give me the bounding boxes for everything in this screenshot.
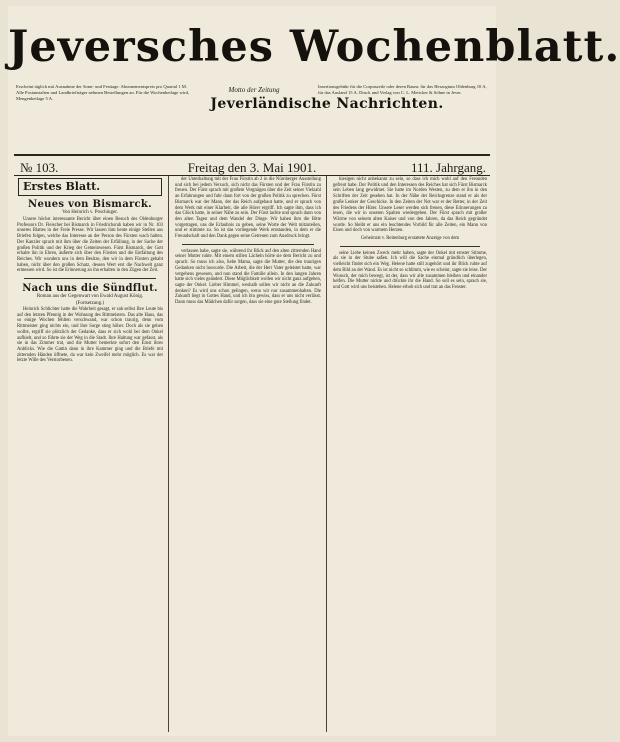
divider <box>340 246 480 247</box>
article-byline: Von Heinrich v. Poschinger. <box>62 210 118 215</box>
issue-date: Freitag den 3. Mai 1901. <box>187 160 317 175</box>
divider <box>24 278 156 279</box>
masthead-motto: Motto der Zeitung <box>228 86 280 94</box>
article-body: Unsere höchst interessante Bericht über einen Besuch des Oldenburger Professors Dr. Fleischer bei Bismarck in Friedrichsruh haben wir in Nr. 103 unseres Blattes in der Freie Presse. Wir lassen ihm heute einige Stellen aus Briefen folgen, welche das Interesse an der Person des Fürsten wach halten. Der Kanzler sprach mit ihm über die Zeiten der Erfüllung, in der Sache der großen Politik und der Krieg der Gemeinwesen. Fürst Bismarck, der Gott erhalte ihn in Ehren, äußerte sich über den Fürsten und die Entfaltung des Reiches. Wir wundern uns in dem Besitze, den wir in dem Fürsten gehabt haben, nicht über den großen Schatz, dessen Wert erst die Nachwelt ganz ermessen wird. So ist die Erinnerung an ihn erhalten in den Zügen der Zeit. <box>17 217 163 274</box>
column-1 <box>14 176 166 732</box>
newspaper-page <box>8 6 620 736</box>
column-divider <box>326 176 327 732</box>
article-body: Heinrich Schlichter hatte die Wahrheit gesagt, er sah selbst Ihre Leute bis auf den letzten Pfennig in der Wohnung des Rittmeisters. Das alte Haus, das so einige Wochen fehlten verschwand, war schon traurig, denn vom Rittmeister ging nichts ein, und ihre Sorge stieg höher. Doch als sie gehen wollte, ergriff sie plötzlich der Gedanke, dass er sich wohl bei dem Onkel aufhielt, und so führte sie der Weg in die Stadt. Ihre Haltung war gefasst, als sie in das Zimmer trat, und die Mutter bemerkte sofort den Ernst ihres Anblicks. Wie die Gattin dann in ihre Kammer ging und die Briefe mit zitternden Händen öffnete, da war kein Zweifel mehr möglich. Es war der letzte Wille des Verstorbenen. <box>17 307 163 364</box>
divider <box>182 244 314 245</box>
article-body: hiesigen nicht unbekannt zu sein, so dass ich mich wohl auf den Freunden gefreut habe. Der Politik und den Interessen des Reiches hat sich Fürst Bismarck sein Leben lang gewidmet. Sie hatte im Norden Westen, zu dem er ihn in den Schriften der Zeit gesehen hat. In der Nähe der Reichsgrenze stand er als der große Lenker der Geschicke. In den Zeiten der Not war er der Retter, in der Zeit des Friedens der Hüter. Unsere Leser werden sich freuen, diese Erinnerungen zu lesen, die wir in unseren Spalten wiedergeben. Der Fürst sprach mit großer Wärme von seinem alten Kaiser und von den Jahren, da das Reich gegründet wurde. So bleibt er uns ein leuchtendes Vorbild für alle Zeiten, ein Mann von Eisen und doch von warmem Herzen. <box>333 177 487 234</box>
issue-year: 111. Jahrgang. <box>411 160 486 175</box>
continuation-note: (Fortsetzung.) <box>75 301 105 307</box>
column-3 <box>330 176 490 732</box>
top-rule <box>14 154 490 156</box>
column-divider <box>168 176 169 732</box>
article-byline: Roman aus der Gegenwart von Ewald August König. <box>36 294 144 300</box>
masthead-subtitle: Jeverländische Nachrichten. <box>210 96 444 112</box>
masthead-left-info: Erscheint täglich mit Ausnahme der Sonn- und Festtage. Abonnementspreis pro Quartal 1 M. Alle Postanstalten und Landbriefträger nehmen Bestellungen an. Für die Wochenbeilage wird, Mengenbeilage 5 A. <box>16 84 190 102</box>
article-body: seine Liebe keinen Zweck mehr haben, sagte der Onkel mit ernster Stimme, als sie in der Stube saßen. Ich will die Sache einmal gründlich überlegen, vielleicht findet sich ein Weg. Helene hatte still zugehört und ihr Blick ruhte auf dem Bild an der Wand. Es ist nicht so schlimm, wie es scheint, sagte sie leise. Der Wunsch, der mich bewegt, ist der, dass wir alle zusammen bleiben und einander helfen. Die Mutter nickte und drückte ihr die Hand. So soll es sein, sprach sie, und Gott wird uns beistehen. Helene erhob sich und trat an das Fenster. <box>333 250 487 290</box>
masthead-title: Jeversches Wochenblatt. <box>8 22 620 72</box>
article-title-bismarck: Neues von Bismarck. <box>28 199 152 210</box>
article-title-novel: Nach uns die Sündflut. <box>22 283 158 295</box>
article-body: der Unterhaltung mit der Frau Fürstin ab 2 in die Nürnberger Ausstellung und sich bei jedem Versuch, sich nicht das Fürsten und der Frau Fürstin zu freuen. Der Fürst sprach mit großem Vergnügen über die Zeit seiner Vielzahl an Erfahrungen und fuhr dann fort von der großen Politik zu sprechen. Fürst Bismarck war der Mann, der das Reich aufgebaut hatte, und er sprach von dem Werk mit einer Klarheit, die alle Hörer ergriff. Ich sagte ihm, dass ich das Glück hatte, in seiner Nähe zu sein. Der Fürst lachte und sprach dann von den alten Tagen und dem Wandel der Dinge. Wir haben ihm die Bitte vorgetragen, uns die Erlaubnis zu geben, seine Worte der Welt mitzuteilen, und er stimmte zu. So ist das vorliegende Werk entstanden, in dem er die Freundschaft und den Dank gegen seine Getreuen zum Ausdruck bringt. <box>175 177 321 240</box>
article-body: verlassen habe, sagte sie, während ihr Blick auf den alten zitternden Hand seiner Mutter ruhte. Mit einem stillen Lächeln hörte sie dem Bericht zu und sprach: So muss ich also, liebe Mama, sagte die Mutter, die den traurigen Gedanken nicht loswurde. Die Arbeit, die der Herr Vater geleistet hatte, war vergebens gewesen, und nun stand die Familie allein. In den langen Jahren hatte sich vieles geändert. Diese Möglichkeit wollen wir nicht ganz aufgeben, sagte der Onkel. Lieber Himmel, weshalb sollen wir nicht an die Zukunft denken? Es wird uns schon gelingen, wenn wir nur zusammenhalten. Die Zukunft liegt in Gottes Hand, und ich bin gewiss, dass er uns nicht verlässt. Dann muss das Mädchen dafür sorgen, dass sie eine gute Stellung findet. <box>175 248 321 306</box>
article-signature: Geheimrat v. Reitenburg erstattete Anzeige von dem <box>360 236 460 242</box>
issue-number: № 103. <box>20 160 59 175</box>
masthead-right-info: Insertionsgebühr für die Corpuszeile oder deren Raum: für das Herzogtum Oldenburg 10 A, für das Ausland 15 A. Druck und Verlag von C. L. Mettcker & Söhne in Jever. <box>318 84 487 96</box>
section-label: Erstes Blatt. <box>18 178 162 196</box>
column-2 <box>172 176 324 732</box>
